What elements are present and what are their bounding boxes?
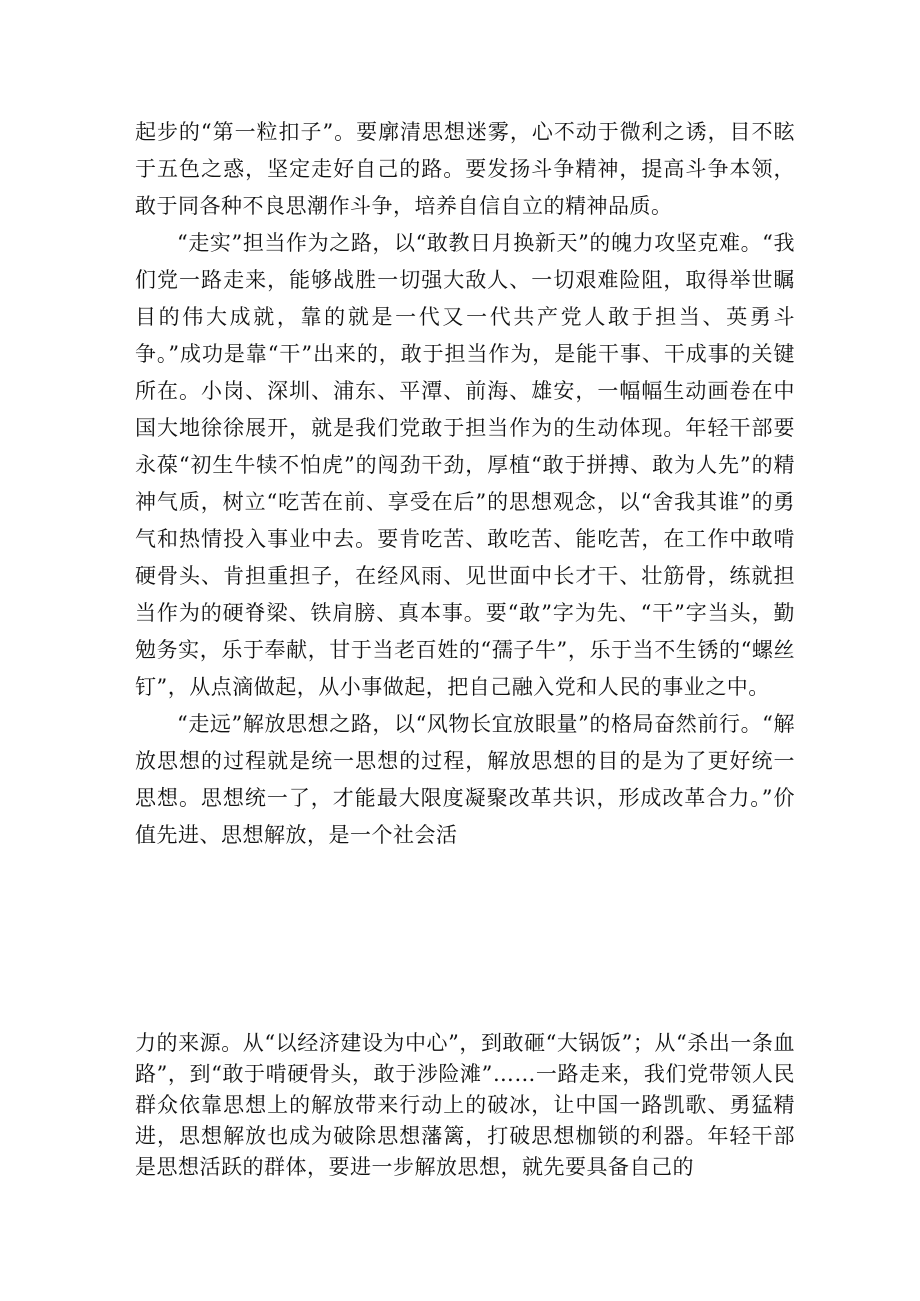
paragraph-zoushi: “走实”担当作为之路，以“敢教日月换新天”的魄力攻坚克难。“我们党一路走来，能够战胜一切强大敌人、一切艰难险阻，取得举世瞩目的伟大成就，靠的就是一代又一代共产党人敢于担当、英勇斗争。”成功是靠“干”出来的，敢于担当作为，是能干事、干成事的关键所在。小岗、深圳、浦东、平潭、前海、雄安，一幅幅生动画卷在中国大地徐徐展开，就是我们党敢于担当作为的生动体现。年轻干部要永葆“初生牛犊不怕虎”的闯劲干劲，厚植“敢于拼搏、敢为人先”的精神气质，树立“吃苦在前、享受在后”的思想观念，以“舍我其谁”的勇气和热情投入事业中去。要肯吃苦、敢吃苦、能吃苦，在工作中敢啃硬骨头、肯担重担子，在经风雨、见世面中长才干、壮筋骨，练就担当作为的硬脊梁、铁肩膀、真本事。要“敢”字为先、“干”字当头，勤勉务实，乐于奉献，甘于当老百姓的“孺子牛”，乐于当不生锈的“螺丝钉”，从点滴做起，从小事做起，把自己融入党和人民的事业之中。 <box>135 231 795 699</box>
paragraph-zouyuan: “走远”解放思想之路，以“风物长宜放眼量”的格局奋然前行。“解放思想的过程就是统一思想的过程，解放思想的目的是为了更好统一思想。思想统一了，才能最大限度凝聚改革共识，形成改革合力。”价值先进、思想解放，是一个社会活 <box>135 712 795 847</box>
paragraph-continuation: 起步的“第一粒扣子”。要廓清思想迷雾，心不动于微利之诱，目不眩于五色之惑，坚定走好自己的路。要发扬斗争精神，提高斗争本领，敢于同各种不良思潮作斗争，培养自信自立的精神品质。 <box>135 120 795 218</box>
body-text-spaced <box>135 114 795 854</box>
body-text-compact <box>135 1028 795 1183</box>
paragraph-continuation-compact: 力的来源。从“以经济建设为中心”，到敢砸“大锅饭”；从“杀出一条血路”，到“敢于啃硬骨头，敢于涉险滩”……一路走来，我们党带领人民群众依靠思想上的解放带来行动上的破冰，让中国一路凯歌、勇猛精进，思想解放也成为破除思想藩篱，打破思想枷锁的利器。年轻干部是思想活跃的群体，要进一步解放思想，就先要具备自己的 <box>135 1031 795 1179</box>
